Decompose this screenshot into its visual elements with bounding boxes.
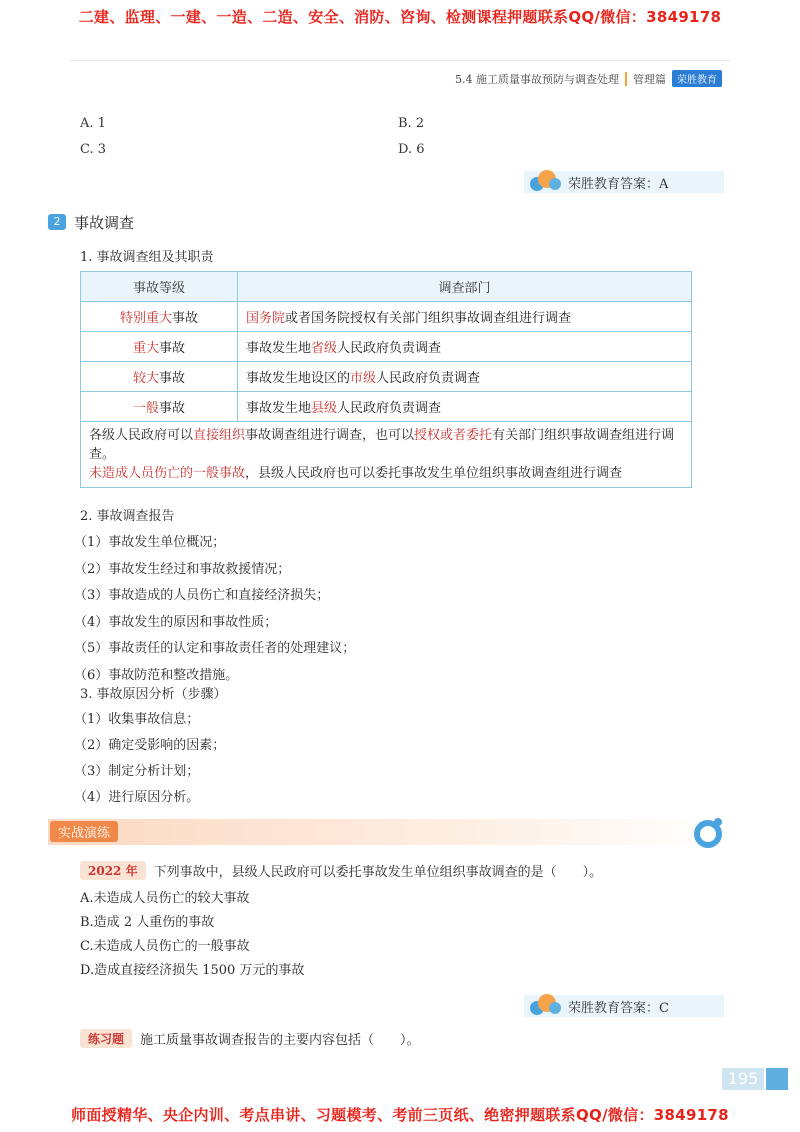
table-cell-dept: 国务院或者国务院授权有关部门组织事故调查组进行调查 [238, 302, 692, 332]
header-section: 5.4 施工质量事故预防与调查处理 [455, 72, 619, 86]
table-cell-level: 特别重大事故 [81, 302, 238, 332]
list-item: （3）事故造成的人员伤亡和直接经济损失； [74, 588, 330, 603]
section-number-badge: 2 [48, 214, 66, 230]
cloud-icon [528, 169, 564, 193]
analysis-list [74, 707, 225, 811]
table-note-line-1: 各级人民政府可以直接组织事故调查组进行调查，也可以授权或者委托有关部门组织事故调查组进行调查。 [89, 428, 675, 462]
q1-option-d: D. 6 [398, 142, 425, 157]
page-number-decor [766, 1068, 788, 1090]
table-cell-dept: 事故发生地省级人民政府负责调查 [238, 332, 692, 362]
header-part: 管理篇 [633, 72, 666, 86]
section-title: 事故调查 [74, 214, 135, 232]
q1-option-b: B. 2 [398, 116, 425, 131]
list-item: （5）事故责任的认定和事故责任者的处理建议； [74, 641, 356, 656]
top-banner: 二建、监理、一建、一造、二造、安全、消防、咨询、检测课程押题联系QQ/微信：3849178 [78, 8, 722, 26]
table-cell-dept: 事故发生地设区的市级人民政府负责调查 [238, 362, 692, 392]
table-note-line-2: 未造成人员伤亡的一般事故，县级人民政府也可以委托事故发生单位组织事故调查组进行调查 [89, 466, 623, 481]
q2-options [80, 887, 304, 983]
table-cell-level: 较大事故 [81, 362, 238, 392]
list-item: （1）收集事故信息； [74, 712, 200, 727]
header-separator [625, 72, 627, 86]
q2-option: D.造成直接经济损失 1500 万元的事故 [80, 963, 305, 978]
investigation-table [80, 271, 692, 488]
subheading-report: 2. 事故调查报告 [80, 509, 175, 524]
table-cell-level: 重大事故 [81, 332, 238, 362]
header-divider [70, 60, 730, 61]
q2-option: C.未造成人员伤亡的一般事故 [80, 939, 250, 954]
list-item: （2）确定受影响的因素； [74, 738, 226, 753]
exercise-badge: 练习题 [80, 1029, 132, 1048]
table-row [81, 392, 692, 422]
list-item: （4）事故发生的原因和事故性质； [74, 614, 278, 630]
table-header-level: 事故等级 [81, 272, 238, 302]
table-cell-level: 一般事故 [81, 392, 238, 422]
header-brand-logo: 荣胜教育 [672, 70, 722, 87]
q2-stem-line [80, 861, 602, 880]
practice-label: 实战演练 [50, 821, 118, 842]
running-header [455, 70, 722, 87]
report-list [74, 530, 355, 689]
table-row [81, 302, 692, 332]
list-item: （1）事故发生单位概况； [74, 535, 226, 550]
exercise-stem: 施工质量事故调查报告的主要内容包括（ ）。 [140, 1033, 420, 1048]
cloud-icon [528, 993, 564, 1017]
list-item: （3）制定分析计划； [74, 764, 200, 779]
list-item: （2）事故发生经过和事故救援情况； [74, 561, 291, 577]
subheading-analysis: 3. 事故原因分析（步骤） [80, 687, 227, 702]
q1-answer-text: 荣胜教育答案：A [568, 176, 669, 192]
bottom-banner: 师面授精华、央企内训、考点串讲、习题模考、考前三页纸、绝密押题联系QQ/微信：3849178 [71, 1106, 729, 1124]
subheading-investigation-team: 1. 事故调查组及其职责 [80, 250, 214, 265]
q2-answer-box [524, 995, 724, 1017]
practice-banner [48, 819, 724, 845]
list-item: （4）进行原因分析。 [74, 790, 200, 805]
year-badge: 2022 年 [80, 861, 146, 880]
table-header-dept: 调查部门 [238, 272, 692, 302]
q2-answer-text: 荣胜教育答案：C [568, 1000, 669, 1016]
q2-option: A.未造成人员伤亡的较大事故 [80, 891, 250, 906]
q2-option: B.造成 2 人重伤的事故 [80, 915, 215, 930]
table-row [81, 362, 692, 392]
exercise-line [80, 1029, 420, 1048]
q1-option-c: C. 3 [80, 142, 107, 157]
table-cell-dept: 事故发生地县级人民政府负责调查 [238, 392, 692, 422]
table-row [81, 332, 692, 362]
list-item: （6）事故防范和整改措施。 [74, 667, 239, 683]
q1-answer-box [524, 171, 724, 193]
q2-stem: 下列事故中，县级人民政府可以委托事故发生单位组织事故调查的是（ ）。 [153, 865, 603, 880]
table-note [80, 422, 692, 488]
q1-option-a: A. 1 [80, 116, 106, 131]
practice-decor-icon [690, 816, 724, 848]
page-number: 195 [722, 1068, 764, 1090]
